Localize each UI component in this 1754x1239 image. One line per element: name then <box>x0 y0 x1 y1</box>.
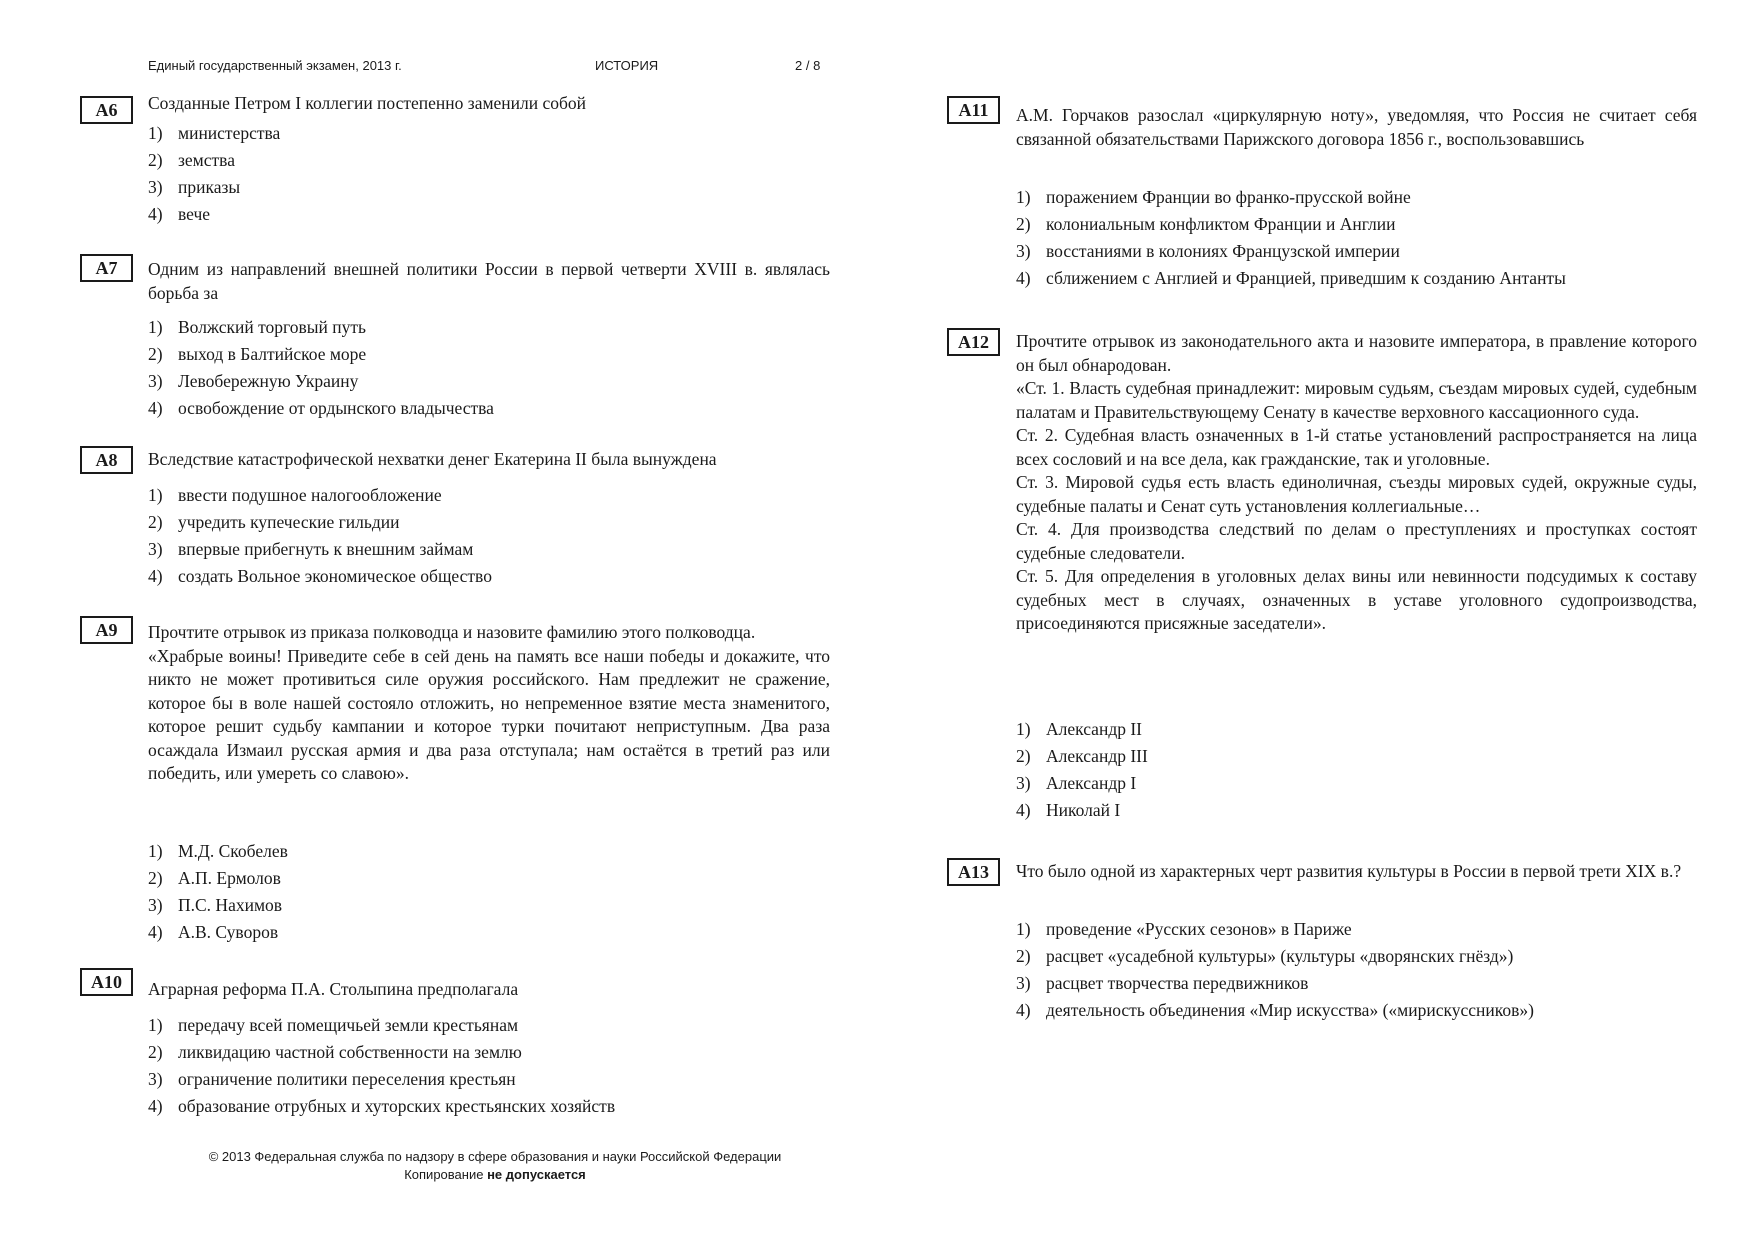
answer-option <box>148 174 280 201</box>
stem-paragraph: «Ст. 1. Власть судебная принадлежит: мировым судьям, съездам мировых судей, судебным палатам и Правительствующему Сенату в качестве верховного кассационного суда. <box>1016 378 1697 422</box>
answer-option <box>148 147 280 174</box>
footer-copy-bold: не допускается <box>487 1167 586 1182</box>
answer-option <box>148 1039 615 1066</box>
question-stem <box>148 978 908 1002</box>
option-number: 4) <box>148 398 163 418</box>
option-text: А.П. Ермолов <box>178 868 281 888</box>
option-text: Александр III <box>1046 746 1148 766</box>
answer-options <box>148 314 494 422</box>
option-number: 3) <box>148 177 163 197</box>
answer-options <box>1016 716 1148 824</box>
option-text: выход в Балтийское море <box>178 344 367 364</box>
option-text: сближением с Англией и Францией, приведшим к созданию Антанты <box>1046 268 1566 288</box>
answer-options <box>148 120 280 228</box>
answer-option <box>148 395 494 422</box>
option-number: 2) <box>148 344 163 364</box>
option-text: ввести подушное налогообложение <box>178 485 442 505</box>
question-code: A11 <box>947 96 1000 124</box>
answer-option <box>148 120 280 147</box>
option-number: 4) <box>1016 268 1031 288</box>
option-number: 1) <box>1016 919 1031 939</box>
answer-option <box>148 563 492 590</box>
option-number: 1) <box>148 485 163 505</box>
option-number: 2) <box>1016 946 1031 966</box>
option-text: приказы <box>178 177 241 197</box>
question-code: A7 <box>80 254 133 282</box>
option-number: 2) <box>148 868 163 888</box>
option-number: 3) <box>148 895 163 915</box>
question-code: A9 <box>80 616 133 644</box>
answer-option <box>1016 916 1534 943</box>
answer-option <box>148 1012 615 1039</box>
option-number: 2) <box>148 512 163 532</box>
option-number: 4) <box>148 566 163 586</box>
stem-paragraph: Что было одной из характерных черт развития культуры в России в первой трети XIX в.? <box>1016 861 1682 881</box>
option-text: министерства <box>178 123 281 143</box>
option-text: Левобережную Украину <box>178 371 359 391</box>
option-text: Александр I <box>1046 773 1137 793</box>
answer-option <box>148 1066 615 1093</box>
option-number: 2) <box>1016 746 1031 766</box>
stem-paragraph: Ст. 5. Для определения в уголовных делах вины или невинности подсудимых к составу судебных мест в случаях, означенных в уставе уголовного судопроизводства, присоединяются присяжные заседатели». <box>1016 566 1697 633</box>
option-text: П.С. Нахимов <box>178 895 283 915</box>
option-number: 2) <box>148 1042 163 1062</box>
answer-option <box>148 919 288 946</box>
answer-option <box>1016 943 1534 970</box>
stem-paragraph: Ст. 3. Мировой судья есть власть единоличная, съезды мировых судей, окружные суды, судебные палаты и Сенат суть установления коллегиальные… <box>1016 472 1697 516</box>
option-number: 4) <box>148 1096 163 1116</box>
option-text: земства <box>178 150 235 170</box>
stem-paragraph: Созданные Петром I коллегии постепенно заменили собой <box>148 93 587 113</box>
option-text: освобождение от ордынского владычества <box>178 398 494 418</box>
option-text: проведение «Русских сезонов» в Париже <box>1046 919 1352 939</box>
answer-option <box>148 1093 615 1120</box>
question-code: A6 <box>80 96 133 124</box>
answer-option <box>1016 770 1148 797</box>
footer-copy-notice <box>80 1166 910 1184</box>
option-number: 1) <box>148 123 163 143</box>
answer-options <box>1016 916 1534 1024</box>
option-number: 1) <box>148 841 163 861</box>
option-number: 2) <box>148 150 163 170</box>
answer-option <box>1016 184 1566 211</box>
answer-option <box>148 201 280 228</box>
option-text: ограничение политики переселения крестьян <box>178 1069 516 1089</box>
option-number: 3) <box>1016 773 1031 793</box>
answer-option <box>1016 211 1566 238</box>
stem-paragraph: Ст. 4. Для производства следствий по делам о преступлениях и проступках состоят судебные следователи. <box>1016 519 1697 563</box>
option-text: поражением Франции во франко-прусской войне <box>1046 187 1411 207</box>
stem-paragraph: «Храбрые воины! Приведите себе в сей день на память все наши победы и докажите, что никто не может противиться силе оружия российского. Нам предлежит не сражение, которое бы в воле нашей состояло отложить, но непременное взятие места знаменитого, которое решит судьбу кампании и которое турки почитают неприступным. Два раза осаждала Измаил русская армия и два раза отступала; нам остаётся в третий раз или победить, или умереть со славою». <box>148 645 830 783</box>
answer-option <box>1016 997 1534 1024</box>
answer-option <box>148 838 288 865</box>
option-text: деятельность объединения «Мир искусства» («мирискуссников») <box>1046 1000 1534 1020</box>
option-number: 3) <box>148 539 163 559</box>
answer-option <box>1016 265 1566 292</box>
footer <box>80 1148 910 1184</box>
answer-option <box>1016 797 1148 824</box>
option-text: колониальным конфликтом Франции и Англии <box>1046 214 1396 234</box>
answer-option <box>1016 238 1566 265</box>
header-subject: ИСТОРИЯ <box>595 58 659 73</box>
option-text: Волжский торговый путь <box>178 317 366 337</box>
answer-options <box>148 1012 615 1120</box>
answer-option <box>148 482 492 509</box>
answer-option <box>1016 716 1148 743</box>
option-number: 1) <box>1016 719 1031 739</box>
answer-option <box>148 341 494 368</box>
question-code: A10 <box>80 968 133 996</box>
question-stem <box>148 621 830 786</box>
stem-paragraph: Ст. 2. Судебная власть означенных в 1-й статье установлений распространяется на лица всех сословий и на все дела, как гражданские, так и уголовные. <box>1016 425 1697 469</box>
answer-option <box>1016 743 1148 770</box>
question-code: A12 <box>947 328 1000 356</box>
answer-options <box>1016 184 1566 292</box>
question-stem <box>148 258 830 305</box>
option-text: Александр II <box>1046 719 1143 739</box>
option-number: 3) <box>1016 973 1031 993</box>
footer-copy-prefix: Копирование <box>404 1167 484 1182</box>
answer-option <box>148 892 288 919</box>
option-number: 2) <box>1016 214 1031 234</box>
answer-option <box>148 314 494 341</box>
answer-option <box>148 368 494 395</box>
question-stem <box>148 92 908 116</box>
option-text: ликвидацию частной собственности на землю <box>178 1042 522 1062</box>
question-stem <box>148 448 908 472</box>
option-number: 1) <box>148 317 163 337</box>
footer-copyright: © 2013 Федеральная служба по надзору в сфере образования и науки Российской Федерации <box>208 1149 782 1164</box>
option-number: 4) <box>1016 1000 1031 1020</box>
question-stem <box>1016 330 1697 636</box>
answer-options <box>148 482 492 590</box>
option-text: Николай I <box>1046 800 1121 820</box>
question-code: A8 <box>80 446 133 474</box>
option-number: 4) <box>148 204 163 224</box>
answer-option <box>148 509 492 536</box>
stem-paragraph: Прочтите отрывок из законодательного акта и назовите императора, в правление которого он был обнародован. <box>1016 331 1697 375</box>
stem-paragraph: Прочтите отрывок из приказа полководца и назовите фамилию этого полководца. <box>148 622 756 642</box>
stem-paragraph: Одним из направлений внешней политики России в первой четверти XVIII в. являлась борьба за <box>148 259 830 303</box>
option-text: учредить купеческие гильдии <box>178 512 400 532</box>
answer-option <box>1016 970 1534 997</box>
option-number: 3) <box>1016 241 1031 261</box>
option-number: 3) <box>148 371 163 391</box>
header-exam: Единый государственный экзамен, 2013 г. <box>148 58 402 73</box>
option-number: 1) <box>1016 187 1031 207</box>
option-text: восстаниями в колониях Французской империи <box>1046 241 1400 261</box>
option-text: образование отрубных и хуторских крестьянских хозяйств <box>178 1096 616 1116</box>
stem-paragraph: Вследствие катастрофической нехватки денег Екатерина II была вынуждена <box>148 449 717 469</box>
answer-options <box>148 838 288 946</box>
option-text: передачу всей помещичьей земли крестьянам <box>178 1015 519 1035</box>
question-code: A13 <box>947 858 1000 886</box>
stem-paragraph: Аграрная реформа П.А. Столыпина предполагала <box>148 979 519 999</box>
option-number: 3) <box>148 1069 163 1089</box>
option-text: расцвет творчества передвижников <box>1046 973 1309 993</box>
question-stem <box>1016 860 1697 884</box>
option-number: 1) <box>148 1015 163 1035</box>
option-text: А.В. Суворов <box>178 922 279 942</box>
option-text: вече <box>178 204 211 224</box>
option-number: 4) <box>1016 800 1031 820</box>
option-text: создать Вольное экономическое общество <box>178 566 492 586</box>
option-text: расцвет «усадебной культуры» (культуры «дворянских гнёзд») <box>1046 946 1514 966</box>
option-number: 4) <box>148 922 163 942</box>
header-page: 2 / 8 <box>795 58 821 73</box>
stem-paragraph: А.М. Горчаков разослал «циркулярную ноту», уведомляя, что Россия не считает себя связанной обязательствами Парижского договора 1856 г., воспользовавшись <box>1016 105 1697 149</box>
option-text: М.Д. Скобелев <box>178 841 288 861</box>
question-stem <box>1016 104 1697 151</box>
answer-option <box>148 865 288 892</box>
option-text: впервые прибегнуть к внешним займам <box>178 539 474 559</box>
answer-option <box>148 536 492 563</box>
